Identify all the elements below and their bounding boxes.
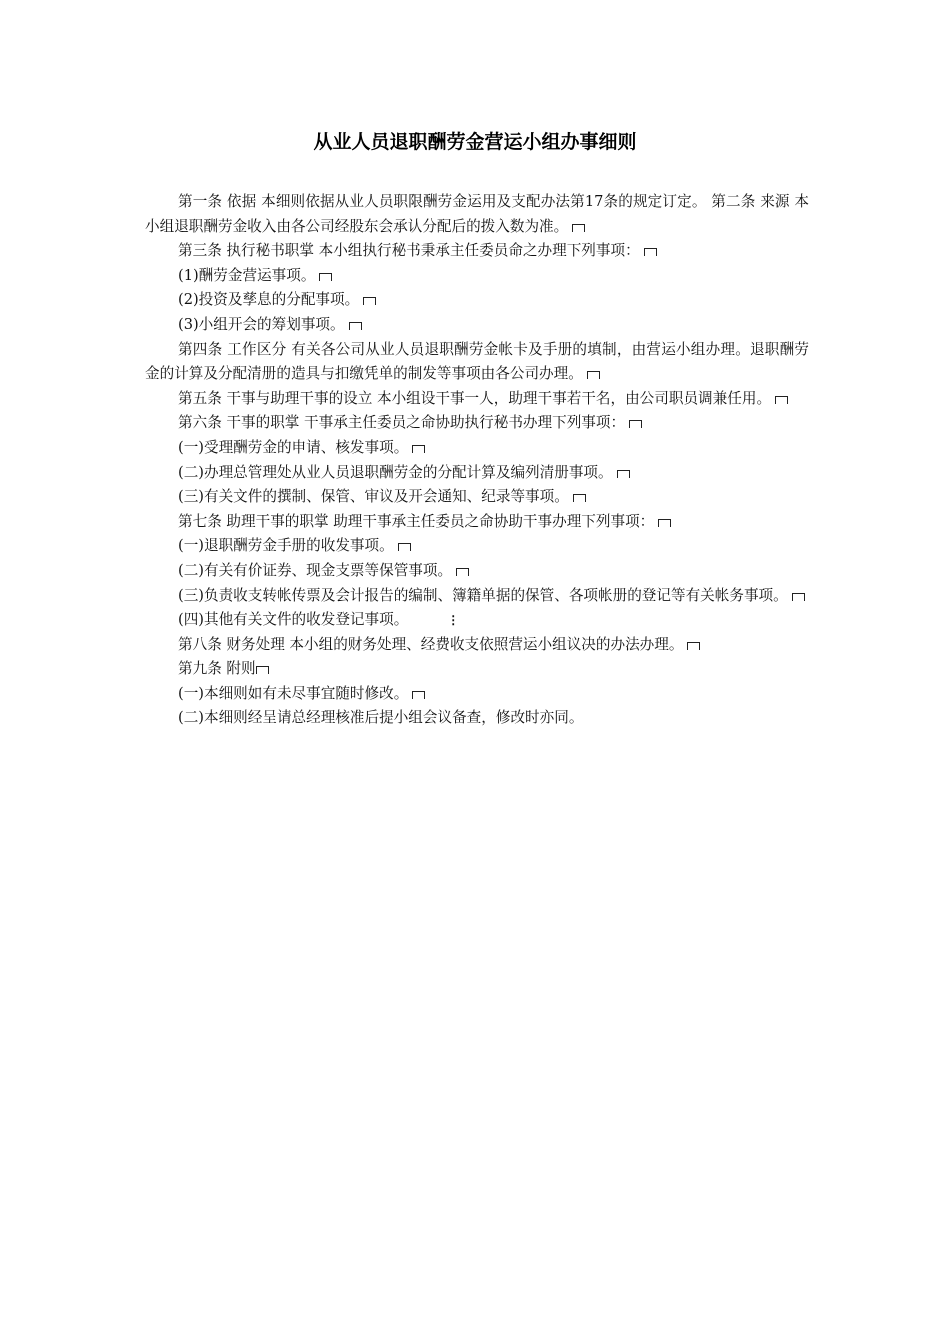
paragraph: [145, 534, 809, 559]
paragraph-mark-icon: [792, 593, 805, 601]
paragraph: [145, 608, 809, 633]
paragraph-text: 第八条 财务处理 本小组的财务处理、经费收支依照营运小组议决的办法办理。: [178, 635, 684, 653]
vertical-dots-icon: ⋮: [447, 613, 460, 628]
paragraph-mark-icon: [456, 568, 469, 576]
paragraph-text: (三)负责收支转帐传票及会计报告的编制、簿籍单据的保管、各项帐册的登记等有关帐务事项。: [178, 586, 788, 604]
paragraph-text: (二)本细则经呈请总经理核准后提小组会议备查，修改时亦同。: [178, 709, 584, 727]
paragraph-text: 第九条 附则: [178, 660, 256, 678]
paragraph: [145, 436, 809, 461]
paragraph-text: 第六条 干事的职掌 干事承主任委员之命协助执行秘书办理下列事项：: [178, 414, 626, 432]
paragraph-text: (一)退职酬劳金手册的收发事项。: [178, 537, 394, 555]
paragraph-mark-icon: [617, 470, 630, 478]
paragraph-mark-icon: [398, 543, 411, 551]
paragraph-text: (二)办理总管理处从业人员退职酬劳金的分配计算及编列清册事项。: [178, 463, 613, 481]
paragraph-mark-icon: [775, 396, 788, 404]
paragraph-mark-icon: [573, 494, 586, 502]
paragraph-mark-icon: [644, 248, 657, 256]
paragraph: [145, 387, 809, 412]
paragraph-text: 第七条 助理干事的职掌 助理干事承主任委员之命协助干事办理下列事项：: [178, 512, 655, 530]
paragraph-text: (2)投资及孳息的分配事项。: [178, 291, 360, 309]
paragraph: [145, 584, 809, 609]
paragraph-text: (四)其他有关文件的收发登记事项。: [178, 611, 409, 629]
paragraph-text: (一)受理酬劳金的申请、核发事项。: [178, 438, 409, 456]
paragraph-text: 第四条 工作区分 有关各公司从业人员退职酬劳金帐卡及手册的填制，由营运小组办理。退职酬劳金的计算及分配清册的造具与扣缴凭单的制发等事项由各公司办理。: [145, 340, 809, 383]
paragraph: [145, 264, 809, 289]
paragraph-text: (一)本细则如有未尽事宜随时修改。: [178, 684, 409, 702]
paragraph-mark-icon: [687, 642, 700, 650]
paragraph: [145, 657, 809, 682]
paragraph-mark-icon: [572, 224, 585, 232]
paragraph: [145, 510, 809, 535]
paragraph-text: (二)有关有价证券、现金支票等保管事项。: [178, 561, 453, 579]
paragraph-mark-icon: [256, 666, 269, 674]
paragraph-text: (三)有关文件的撰制、保管、审议及开会通知、纪录等事项。: [178, 488, 569, 506]
paragraph-mark-icon: [658, 519, 671, 527]
paragraph-mark-icon: [412, 691, 425, 699]
paragraph: [145, 239, 809, 264]
paragraph-text: 第五条 干事与助理干事的设立 本小组设干事一人，助理干事若干名，由公司职员调兼任用。: [178, 389, 772, 407]
paragraph-mark-icon: [412, 445, 425, 453]
paragraph-text: (3)小组开会的筹划事项。: [178, 315, 345, 333]
paragraph: [145, 559, 809, 584]
paragraph: [145, 313, 809, 338]
paragraph: [145, 288, 809, 313]
paragraph-text: 第三条 执行秘书职掌 本小组执行秘书秉承主任委员命之办理下列事项：: [178, 242, 640, 260]
paragraph: [145, 461, 809, 486]
document-body: [145, 190, 809, 731]
page-title: 从业人员退职酬劳金营运小组办事细则: [313, 131, 637, 153]
paragraph: [145, 190, 809, 239]
paragraph-mark-icon: [587, 371, 600, 379]
paragraph-text: (1)酬劳金营运事项。: [178, 266, 316, 284]
paragraph: [145, 411, 809, 436]
paragraph: [145, 682, 809, 707]
paragraph: [145, 485, 809, 510]
paragraph: [145, 633, 809, 658]
paragraph-mark-icon: [363, 297, 376, 305]
paragraph-text: 第一条 依据 本细则依据从业人员职限酬劳金运用及支配办法第17条的规定订定。 第二条 来源 本小组退职酬劳金收入由各公司经股东会承认分配后的拨入数为准。: [145, 193, 809, 235]
paragraph-mark-icon: [629, 420, 642, 428]
paragraph: [145, 706, 809, 731]
paragraph-mark-icon: [349, 322, 362, 330]
paragraph-mark-icon: [319, 273, 332, 281]
paragraph: [145, 338, 809, 387]
